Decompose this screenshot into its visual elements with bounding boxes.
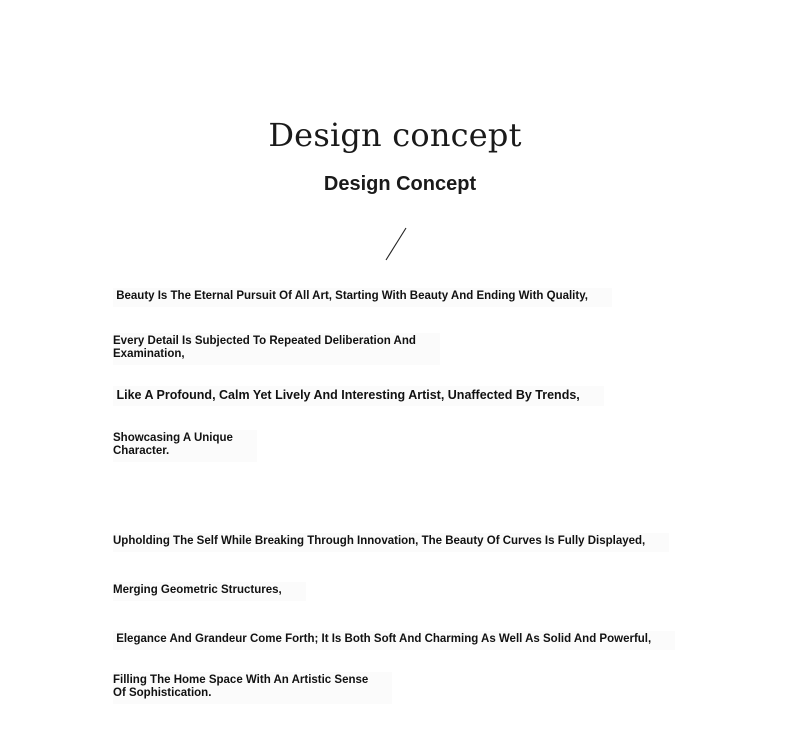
paragraph-innovation (113, 533, 669, 552)
paragraph-text: Like A Profound, Calm Yet Lively And Interesting Artist, Unaffected By Trends, (113, 386, 604, 406)
paragraph-beauty (113, 288, 612, 307)
paragraph-elegance (113, 631, 675, 650)
paragraph-text: Every Detail Is Subjected To Repeated Deliberation And Examination, (113, 333, 440, 365)
paragraph-text: Upholding The Self While Breaking Through Innovation, The Beauty Of Curves Is Fully Displayed, (113, 533, 669, 552)
paragraph-text: Elegance And Grandeur Come Forth; It Is Both Soft And Charming As Well As Solid And Powerful, (113, 631, 675, 650)
paragraph-text: Showcasing A Unique Character. (113, 430, 257, 462)
page-title: Design concept (268, 116, 522, 154)
page-subtitle: Design Concept (323, 173, 477, 195)
paragraph-character (113, 430, 257, 462)
paragraph-text: Beauty Is The Eternal Pursuit Of All Art, Starting With Beauty And Ending With Quality, (113, 288, 612, 307)
paragraph-geometric (113, 582, 306, 601)
slash-divider-icon (384, 226, 408, 262)
paragraph-text: Merging Geometric Structures, (113, 582, 306, 601)
paragraph-detail (113, 333, 440, 365)
paragraph-artist (113, 386, 604, 406)
paragraph-text: Filling The Home Space With An Artistic Sense Of Sophistication. (113, 672, 392, 704)
paragraph-sophistication (113, 672, 392, 704)
